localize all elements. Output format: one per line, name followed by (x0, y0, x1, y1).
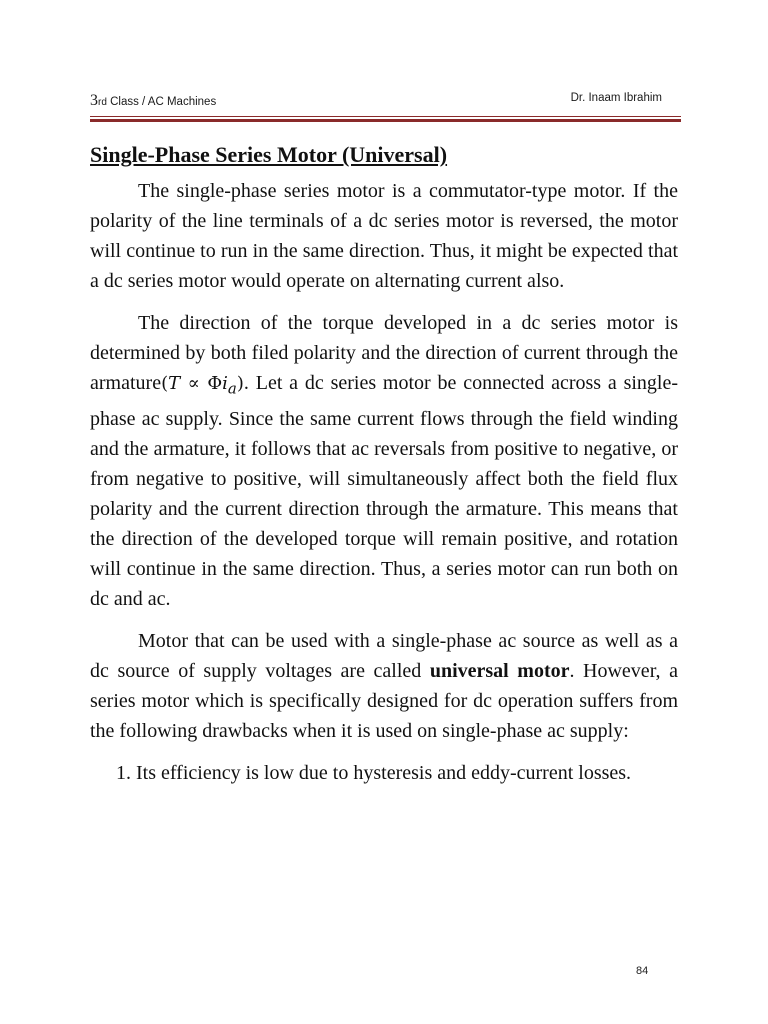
formula-flux-symbol: Φ (207, 373, 223, 394)
document-body (90, 140, 678, 788)
formula-current-symbol: i (222, 373, 228, 394)
drawbacks-list (90, 758, 678, 788)
page-header (90, 92, 680, 110)
page-number: 84 (636, 965, 649, 977)
paragraph-torque (90, 308, 678, 614)
formula-close-paren: ) (236, 373, 244, 394)
list-item: 1. Its efficiency is low due to hysteresis and eddy-current losses. (136, 758, 678, 788)
header-author: Dr. Inaam Ibrahim (570, 92, 662, 104)
formula-proportional-symbol: ∝ (180, 373, 208, 394)
universal-motor-term: universal motor (429, 659, 570, 682)
header-rule-thick (90, 119, 681, 122)
header-course-name: Class / AC Machines (106, 96, 217, 108)
paragraph-universal-text-1: Motor that can be used with a single-phase ac source as well as a dc source of supply voltages are called (90, 629, 678, 682)
formula-torque-symbol: T (168, 373, 181, 394)
section-title: Single-Phase Series Motor (Universal) (90, 142, 448, 167)
formula-open-paren: ( (161, 373, 169, 394)
header-course (90, 92, 216, 110)
header-class-number: 3 (90, 92, 98, 109)
paragraph-torque-text-1: The direction of the torque developed in a dc series motor is determined by both filed polarity and the direction of current through the armature (90, 312, 678, 394)
header-rule-thin (90, 116, 681, 117)
header-class-suffix: rd (98, 97, 107, 108)
formula-current-subscript: a (227, 379, 237, 398)
torque-formula (161, 373, 244, 398)
paragraph-torque-text-2: . Let a dc series motor be connected across a single-phase ac supply. Since the same current flows through the field winding and the armature, it follows that ac reversals from positive to negative, or from negative to positive, will simultaneously affect both the field flux polarity and the current direction through the armature. This means that the direction of the developed torque will remain positive, and rotation will continue in the same direction. Thus, a series motor can run both on dc and ac. (90, 372, 679, 610)
paragraph-intro: The single-phase series motor is a commutator-type motor. If the polarity of the line terminals of a dc series motor is reversed, the motor will continue to run in the same direction. Thus, it might be expected that a dc series motor would operate on alternating current also. (90, 180, 678, 292)
paragraph-universal-text-2: . However, a series motor which is specifically designed for dc operation suffers from the following drawbacks when it is used on single-phase ac supply: (90, 659, 678, 742)
paragraph-universal (90, 626, 678, 746)
